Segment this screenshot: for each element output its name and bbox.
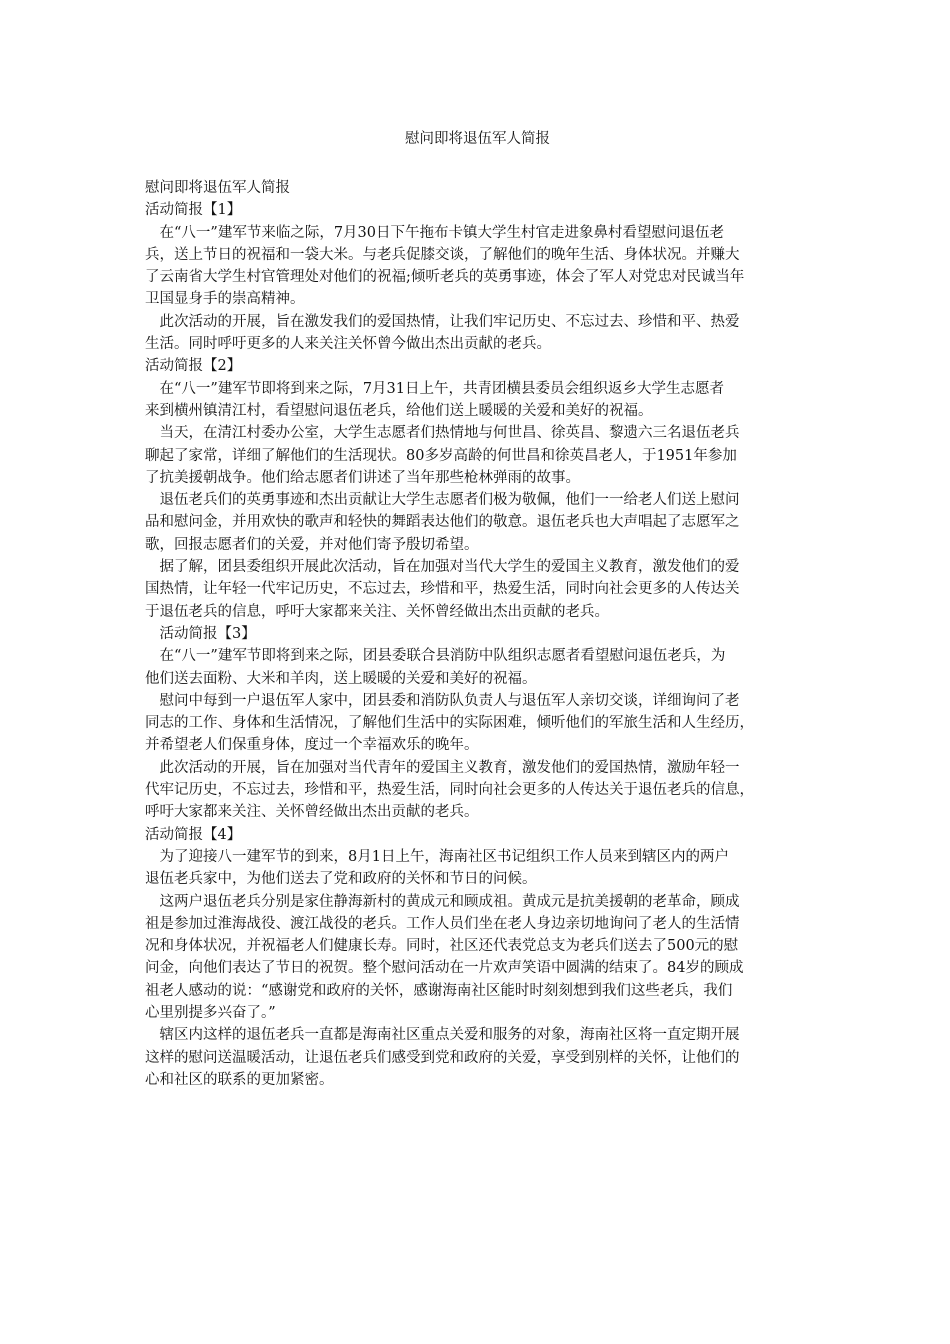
text-line: 呼吁大家都来关注、关怀曾经做出杰出贡献的老兵。 (145, 804, 479, 821)
text-line: 心里别提多兴奋了。” (145, 1004, 276, 1021)
text-line: 聊起了家常，详细了解他们的生活现状。80多岁高龄的何世昌和徐英昌老人，于1951年参加 (145, 447, 737, 464)
text-line: 在“八一”建军节即将到来之际，团县委联合县消防中队组织志愿者看望慰问退伍老兵，为 (145, 648, 726, 665)
text-line: 兵，送上节日的祝福和一袋大米。与老兵促膝交谈，了解他们的晚年生活、身体状况。并赚大 (145, 246, 740, 263)
text-line: 同志的工作、身体和生活情况，了解他们生活中的实际困难，倾听他们的军旅生活和人生经历， (145, 715, 754, 732)
text-line: 国热情，让年轻一代牢记历史，不忘过去，珍惜和平，热爱生活，同时向社会更多的人传达关 (145, 581, 740, 598)
text-line: 卫国显身手的崇高精神。 (145, 291, 305, 308)
text-line: 为了迎接八一建军节的到来，8月1日上午，海南社区书记组织工作人员来到辖区内的两户 (145, 848, 729, 865)
text-line: 活动简报【3】 (145, 625, 256, 642)
text-line: 了抗美援朝战争。他们给志愿者们讲述了当年那些枪林弹雨的故事。 (145, 469, 580, 486)
text-line: 祖老人感动的说：“感谢党和政府的关怀，感谢海南社区能时时刻刻想到我们这些老兵，我们 (145, 982, 733, 999)
text-line: 问金，向他们表达了节日的祝贺。整个慰问活动在一片欢声笑语中圆满的结束了。84岁的顾成 (145, 960, 744, 977)
text-line: 在“八一”建军节即将到来之际，7月31日上午，共青团横县委员会组织返乡大学生志愿者 (145, 380, 724, 397)
text-line: 慰问中每到一户退伍军人家中，团县委和消防队负责人与退伍军人亲切交谈，详细询问了老 (145, 692, 740, 709)
text-line: 况和身体状况，并祝福老人们健康长寿。同时，社区还代表党总支为老兵们送去了500元的慰 (145, 938, 739, 955)
text-line: 辖区内这样的退伍老兵一直都是海南社区重点关爱和服务的对象，海南社区将一直定期开展 (145, 1027, 740, 1044)
document-title: 慰问即将退伍军人简报 (405, 131, 550, 147)
text-line: 他们送去面粉、大米和羊肉，送上暖暖的关爱和美好的祝福。 (145, 670, 537, 687)
text-line: 这样的慰问送温暖活动，让退伍老兵们感受到党和政府的关爱，享受到别样的关怀，让他们的 (145, 1049, 740, 1066)
text-line: 并希望老人们保重身体，度过一个幸福欢乐的晚年。 (145, 737, 479, 754)
text-line: 祖是参加过淮海战役、渡江战役的老兵。工作人员们坐在老人身边亲切地询问了老人的生活情 (145, 915, 740, 932)
text-line: 活动简报【2】 (145, 358, 242, 375)
text-line: 生活。同时呼吁更多的人来关注关怀曾今做出杰出贡献的老兵。 (145, 336, 551, 353)
text-line: 这两户退伍老兵分别是家住静海新村的黄成元和顾成祖。黄成元是抗美援朝的老革命，顾成 (145, 893, 740, 910)
text-line: 慰问即将退伍军人简报 (145, 180, 290, 196)
text-line: 退伍老兵家中，为他们送去了党和政府的关怀和节日的问候。 (145, 871, 537, 888)
text-line: 品和慰问金，并用欢快的歌声和轻快的舞蹈表达他们的敬意。退伍老兵也大声唱起了志愿军之 (145, 514, 740, 531)
text-line: 此次活动的开展，旨在激发我们的爱国热情，让我们牢记历史、不忘过去、珍惜和平、热爱 (145, 313, 740, 330)
text-line: 了云南省大学生村官管理处对他们的祝福;倾听老兵的英勇事迹，体会了军人对党忠对民诚当年 (145, 269, 745, 286)
text-line: 代牢记历史，不忘过去，珍惜和平，热爱生活，同时向社会更多的人传达关于退伍老兵的信息， (145, 782, 754, 799)
text-line: 来到横州镇清江村，看望慰问退伍老兵，给他们送上暖暖的关爱和美好的祝福。 (145, 402, 653, 419)
document-body (145, 177, 810, 1091)
text-line: 据了解，团县委组织开展此次活动，旨在加强对当代大学生的爱国主义教育，激发他们的爱 (145, 559, 740, 576)
text-line: 活动简报【4】 (145, 826, 242, 843)
text-line: 活动简报【1】 (145, 202, 242, 219)
text-line: 歌，回报志愿者们的关爱，并对他们寄予殷切希望。 (145, 536, 479, 553)
text-line: 在“八一”建军节来临之际，7月30日下午拖布卡镇大学生村官走进象鼻村看望慰问退伍老 (145, 224, 724, 241)
text-line: 当天，在清江村委办公室，大学生志愿者们热情地与何世昌、徐英昌、黎遗六三名退伍老兵 (145, 425, 740, 442)
text-line: 此次活动的开展，旨在加强对当代青年的爱国主义教育，激发他们的爱国热情，激励年轻一 (145, 759, 740, 776)
text-line: 心和社区的联系的更加紧密。 (145, 1071, 334, 1088)
text-line: 退伍老兵们的英勇事迹和杰出贡献让大学生志愿者们极为敬佩，他们一一给老人们送上慰问 (145, 492, 740, 509)
text-line: 于退伍老兵的信息，呼吁大家都来关注、关怀曾经做出杰出贡献的老兵。 (145, 603, 609, 620)
